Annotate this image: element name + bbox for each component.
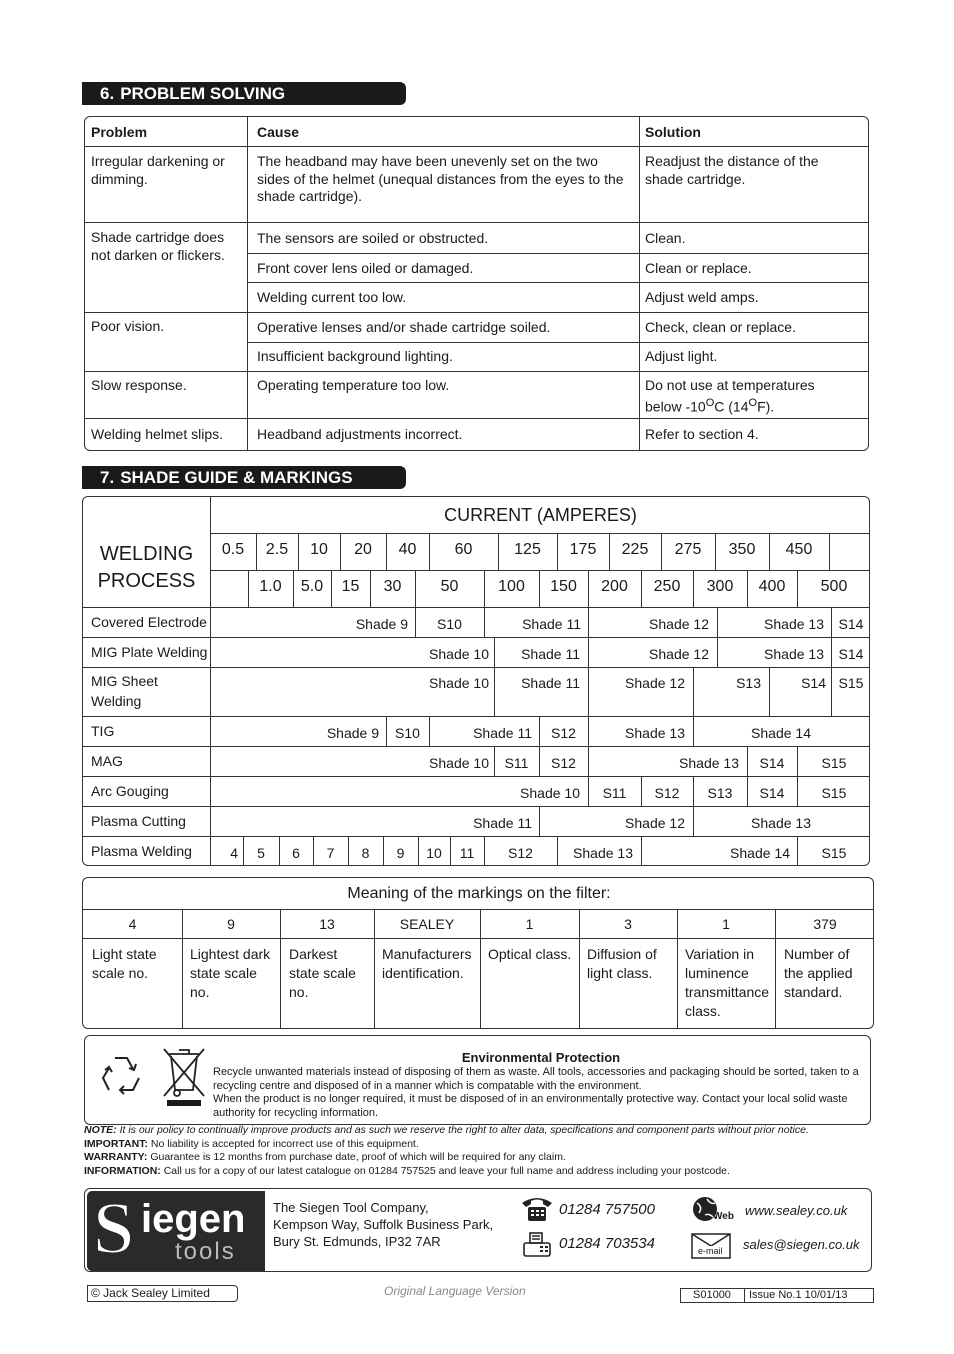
- marking-code: 1: [722, 916, 730, 932]
- document-code-box: [680, 1288, 874, 1303]
- shade-cell: Shade 11: [521, 675, 580, 691]
- note-line: NOTE: It is our policy to continually improve products and as such we reserve the right to alter data, specifications and component parts without prior notice.: [84, 1124, 809, 1136]
- shade-cell: 10: [426, 845, 442, 861]
- shade-cell: S12: [508, 845, 533, 861]
- phone-icon: [520, 1195, 554, 1223]
- warranty-line: WARRANTY: Guarantee is 12 months from purchase date, proof of which will be required for any claim.: [84, 1151, 566, 1163]
- shade-cell: S12: [551, 725, 576, 741]
- company-address: The Siegen Tool Company, Kempson Way, Suffolk Business Park, Bury St. Edmunds, IP32 7AR: [273, 1200, 494, 1249]
- ampere-value: 5.0: [300, 578, 324, 595]
- marking-meaning: Light state scale no.: [92, 946, 157, 981]
- copyright-box: © Jack Sealey Limited: [87, 1285, 238, 1302]
- email-label: e-mail: [698, 1246, 723, 1256]
- environmental-protection-box: [84, 1035, 871, 1125]
- shade-cell: S13: [736, 675, 761, 691]
- ampere-value: 2.5: [265, 541, 289, 558]
- problem-cell: Welding helmet slips.: [91, 426, 224, 442]
- cause-cell: Front cover lens oiled or damaged.: [257, 260, 474, 276]
- ampere-value: 40: [398, 541, 417, 558]
- shade-cell: Shade 13: [751, 815, 811, 831]
- recycle-icon: [95, 1050, 147, 1102]
- marking-code: 13: [319, 916, 335, 932]
- environment-title: Environmental Protection: [461, 1050, 621, 1065]
- shade-cell: Shade 12: [649, 616, 709, 632]
- shade-cell: Shade 9: [355, 616, 408, 632]
- ampere-value: 175: [569, 541, 597, 558]
- marking-code: 1: [525, 916, 534, 932]
- shade-cell: Shade 13: [625, 725, 685, 741]
- cause-cell: Insufficient background lighting.: [257, 348, 453, 364]
- shade-cell: S15: [838, 675, 864, 691]
- shade-cell: Shade 9: [326, 725, 379, 741]
- shade-guide-table: [82, 496, 870, 866]
- ampere-value: 400: [758, 578, 786, 595]
- ampere-value: 10: [310, 541, 328, 558]
- welding-process-line2: PROCESS: [97, 570, 196, 592]
- ampere-value: 15: [341, 578, 360, 595]
- shade-cell: Shade 12: [625, 815, 685, 831]
- shade-cell: Shade 11: [521, 646, 580, 662]
- process-plasma-welding: Plasma Welding: [91, 843, 192, 859]
- cause-cell: Operative lenses and/or shade cartridge soiled.: [257, 319, 551, 335]
- shade-cell: Shade 11: [473, 815, 532, 831]
- welding-process-line1: WELDING: [99, 543, 194, 565]
- shade-cell: 9: [396, 845, 405, 861]
- website-link[interactable]: www.sealey.co.uk: [745, 1203, 848, 1218]
- marking-code: 3: [624, 916, 632, 932]
- section-6-heading: [82, 82, 406, 105]
- process-mig-plate: MIG Plate Welding: [91, 644, 208, 660]
- shade-cell: Shade 12: [649, 646, 709, 662]
- ampere-value: 225: [621, 541, 649, 558]
- issue-info: Issue No.1 10/01/13: [749, 1289, 848, 1301]
- shade-cell: S12: [654, 785, 680, 801]
- shade-cell: S14: [801, 675, 826, 691]
- shade-cell: 11: [459, 845, 475, 861]
- ampere-value: 275: [674, 541, 702, 558]
- shade-cell: 7: [326, 845, 335, 861]
- shade-cell: S14: [838, 616, 864, 632]
- shade-cell: S15: [821, 755, 847, 771]
- information-line: INFORMATION: Call us for a copy of our latest catalogue on 01284 757525 and leave your full name and address including your postcode.: [84, 1164, 730, 1177]
- cause-cell: Welding current too low.: [257, 289, 407, 305]
- filter-markings-table: [82, 877, 874, 1029]
- email-link[interactable]: sales@siegen.co.uk: [743, 1237, 860, 1252]
- marking-meaning: Darkest state scale no.: [289, 946, 356, 1000]
- section-6-title: PROBLEM SOLVING: [120, 84, 286, 103]
- shade-cell: S14: [759, 785, 785, 801]
- problem-cell: Poor vision.: [91, 318, 165, 334]
- process-arc-gouging: Arc Gouging: [91, 783, 169, 799]
- problem-cell: Shade cartridge does not darken or flickers.: [91, 229, 225, 263]
- ampere-value: 500: [820, 578, 848, 595]
- shade-cell: 6: [292, 845, 300, 861]
- shade-cell: Shade 11: [473, 725, 532, 741]
- cause-cell: Operating temperature too low.: [257, 377, 450, 393]
- shade-cell: Shade 11: [522, 616, 581, 632]
- phone-number: 01284 757500: [559, 1201, 655, 1218]
- marking-code: 4: [128, 916, 137, 932]
- shade-cell: Shade 14: [751, 725, 811, 741]
- marking-meaning: Number of the applied standard.: [784, 946, 853, 1000]
- shade-cell: S12: [551, 755, 576, 771]
- problem-solving-table: [84, 116, 869, 451]
- ampere-value: 200: [601, 578, 628, 595]
- logo-tools: tools: [175, 1238, 236, 1265]
- environment-text-2: When the product is no longer required, it must be disposed of in an environmentally protective way. Contact your local solid waste authority for recycling information.: [213, 1093, 848, 1119]
- shade-cell: Shade 13: [573, 845, 633, 861]
- shade-cell: Shade 13: [764, 616, 824, 632]
- ampere-value: 450: [785, 541, 813, 558]
- environment-text-1: Recycle unwanted materials instead of disposing of them as waste. All tools, accessories and packaging should be sorted, taken to a recycling centre and disposed of in a manner which is compatable with the environment.: [213, 1066, 859, 1092]
- solution-cell: Check, clean or replace.: [645, 319, 796, 335]
- problem-cell: Irregular darkening or dimming.: [91, 153, 225, 187]
- ampere-value: 250: [653, 578, 681, 595]
- marking-code: 379: [813, 916, 837, 932]
- ampere-value: 100: [498, 578, 525, 595]
- process-tig: TIG: [91, 723, 115, 739]
- ampere-value: 20: [354, 541, 372, 558]
- shade-cell: 5: [257, 845, 265, 861]
- solution-cell: Adjust weld amps.: [645, 289, 759, 305]
- solution-cell: Readjust the distance of the shade cartridge.: [645, 153, 819, 187]
- process-mig-sheet-line2: Welding: [91, 693, 142, 709]
- shade-cell: S14: [759, 755, 785, 771]
- shade-cell: S15: [821, 785, 847, 801]
- document-code: S01000: [693, 1289, 731, 1301]
- shade-cell: Shade 10: [429, 755, 489, 771]
- section-7-number: 7.: [100, 468, 115, 487]
- fax-number: 01284 703534: [559, 1235, 655, 1252]
- markings-title: Meaning of the markings on the filter:: [347, 885, 611, 902]
- wheelie-bin-crossed-icon: [161, 1046, 207, 1108]
- shade-cell: Shade 14: [730, 845, 790, 861]
- fax-icon: [522, 1231, 552, 1259]
- process-mig-sheet: MIG Sheet: [91, 673, 158, 689]
- marking-code: SEALEY: [399, 916, 455, 932]
- siegen-logo: [87, 1191, 265, 1271]
- shade-cell: S11: [602, 785, 627, 801]
- logo-wordmark: iegen: [141, 1197, 246, 1241]
- shade-cell: S10: [395, 725, 420, 741]
- header-cause: Cause: [257, 124, 300, 140]
- process-mag: MAG: [91, 753, 123, 769]
- solution-cell: Adjust light.: [645, 348, 718, 364]
- shade-cell: Shade 10: [429, 675, 489, 691]
- ampere-value: 30: [383, 578, 402, 595]
- section-7-heading: [82, 466, 406, 489]
- ampere-value: 1.0: [259, 578, 282, 595]
- process-covered-electrode: Covered Electrode: [91, 614, 207, 630]
- notes-block: [84, 1124, 884, 1178]
- process-plasma-cutting: Plasma Cutting: [91, 813, 186, 829]
- section-7-title: SHADE GUIDE & MARKINGS: [120, 468, 353, 487]
- ampere-value: 300: [706, 578, 734, 595]
- marking-meaning: Variation in luminence transmittance class.: [685, 946, 770, 1019]
- shade-cell: S11: [504, 755, 529, 771]
- ampere-value: 50: [440, 578, 459, 595]
- shade-cell: Shade 13: [679, 755, 739, 771]
- problem-cell: Slow response.: [91, 377, 187, 393]
- language-version: Original Language Version: [384, 1284, 526, 1298]
- marking-code: 9: [227, 916, 235, 932]
- marking-meaning: Lightest dark state scale no.: [190, 946, 271, 1000]
- solution-cell-temperature: Do not use at temperatures below $-10^OC$ $(14^OF)$.: [645, 377, 815, 415]
- cause-cell: The headband may have been unevenly set on the two sides of the helmet (unequal distances from the eyes to the shade cartridge).: [257, 153, 624, 204]
- shade-cell: S14: [838, 646, 864, 662]
- solution-cell: Clean or replace.: [645, 260, 752, 276]
- ampere-value: 125: [514, 541, 541, 558]
- shade-cell: S13: [707, 785, 733, 801]
- cause-cell: The sensors are soiled or obstructed.: [257, 230, 489, 246]
- ampere-value: 350: [728, 541, 756, 558]
- web-label: Web: [713, 1211, 734, 1222]
- ampere-value: 150: [550, 578, 577, 595]
- marking-meaning: Manufacturers identification.: [382, 946, 472, 981]
- shade-cell: Shade 10: [429, 646, 489, 662]
- current-amperes-header: CURRENT (AMPERES): [444, 505, 637, 525]
- shade-cell: Shade 13: [764, 646, 824, 662]
- marking-meaning: Diffusion of light class.: [587, 946, 657, 981]
- shade-cell: 8: [361, 845, 370, 861]
- ampere-value: 60: [454, 541, 473, 558]
- solution-cell: Refer to section 4.: [645, 426, 759, 442]
- shade-cell: S10: [437, 616, 462, 632]
- logo-s-letter: S: [93, 1191, 135, 1270]
- marking-meaning: Optical class.: [488, 946, 572, 962]
- header-solution: Solution: [645, 124, 701, 140]
- shade-cell: Shade 12: [625, 675, 685, 691]
- solution-cell: Clean.: [645, 230, 686, 246]
- section-6-number: 6.: [100, 84, 115, 103]
- header-problem: Problem: [91, 124, 148, 140]
- cause-cell: Headband adjustments incorrect.: [257, 426, 463, 442]
- shade-cell: S15: [821, 845, 847, 861]
- important-line: IMPORTANT: No liability is accepted for incorrect use of this equipment.: [84, 1137, 419, 1150]
- company-footer: [84, 1188, 872, 1272]
- shade-cell: 4: [230, 845, 238, 861]
- shade-cell: Shade 10: [520, 785, 580, 801]
- ampere-value: 0.5: [221, 541, 245, 558]
